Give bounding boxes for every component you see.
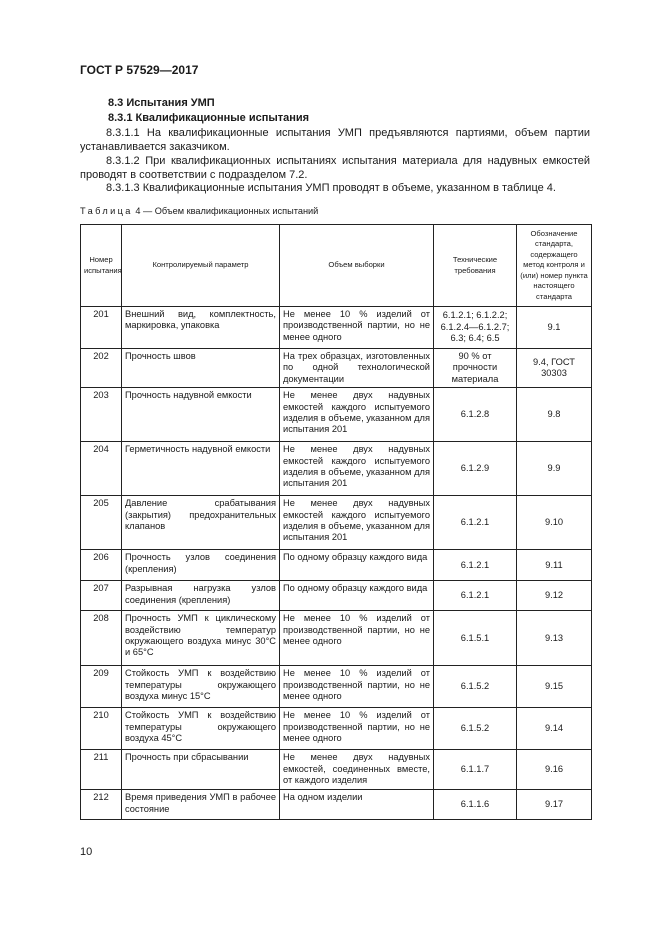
cell-standard: 9.12 [517, 581, 592, 611]
table-caption [80, 206, 318, 216]
cell-parameter: Герметичность надувной емкости [122, 442, 280, 496]
cell-test-number: 211 [81, 750, 122, 790]
paragraph-8-3-1-1: 8.3.1.1 На квалификационные испытания УМП предъявляются партиями, объем партии устанавливается заказчиком. [80, 127, 590, 153]
page-number: 10 [80, 846, 93, 858]
cell-test-number: 201 [81, 307, 122, 349]
document-code: ГОСТ Р 57529—2017 [80, 63, 199, 77]
header-standard: Обозначение стандарта, содержащего метод контроля и (или) номер пункта настоящего стандарта [517, 225, 592, 307]
header-parameter: Контролируемый параметр [122, 225, 280, 307]
cell-sample: Не менее 10 % изделий от производственной партии, но не менее одного [280, 666, 434, 708]
cell-requirements: 6.1.2.1 [434, 550, 517, 581]
cell-requirements: 6.1.5.2 [434, 708, 517, 750]
cell-standard: 9.16 [517, 750, 592, 790]
cell-sample: Не менее двух надувных емкостей каждого испытуемого изделия в объеме, указанном для испытания 201 [280, 496, 434, 550]
table-row [81, 708, 592, 750]
cell-requirements: 6.1.2.1 [434, 581, 517, 611]
cell-sample: Не менее 10 % изделий от производственной партии, но не менее одного [280, 708, 434, 750]
cell-parameter: Стойкость УМП к воздействию температуры окружающего воздуха 45°С [122, 708, 280, 750]
cell-sample: На трех образцах, изготовленных по одной технологической документации [280, 349, 434, 388]
cell-standard: 9.10 [517, 496, 592, 550]
cell-parameter: Прочность узлов соединения (крепления) [122, 550, 280, 581]
header-requirements: Технические требования [434, 225, 517, 307]
subsection-heading: 8.3.1 Квалификационные испытания [108, 112, 310, 124]
cell-sample: По одному образцу каждого вида [280, 581, 434, 611]
cell-sample: Не менее 10 % изделий от производственной партии, но не менее одного [280, 611, 434, 666]
table-row [81, 611, 592, 666]
table-row [81, 790, 592, 820]
table-row [81, 550, 592, 581]
cell-sample: Не менее двух надувных емкостей каждого испытуемого изделия в объеме, указанном для испытания 201 [280, 442, 434, 496]
section-heading: 8.3 Испытания УМП [108, 97, 215, 109]
cell-parameter: Давление срабатывания (закрытия) предохранительных клапанов [122, 496, 280, 550]
header-sample: Объем выборки [280, 225, 434, 307]
cell-standard: 9.1 [517, 307, 592, 349]
cell-requirements: 6.1.2.1; 6.1.2.2; 6.1.2.4—6.1.2.7; 6.3; 6.4; 6.5 [434, 307, 517, 349]
cell-test-number: 209 [81, 666, 122, 708]
cell-test-number: 210 [81, 708, 122, 750]
cell-requirements: 6.1.5.2 [434, 666, 517, 708]
cell-sample: На одном изделии [280, 790, 434, 820]
table-row [81, 496, 592, 550]
cell-parameter: Прочность при сбрасывании [122, 750, 280, 790]
cell-standard: 9.14 [517, 708, 592, 750]
table-row [81, 388, 592, 442]
cell-requirements: 90 % от прочности материала [434, 349, 517, 388]
cell-standard: 9.13 [517, 611, 592, 666]
cell-test-number: 206 [81, 550, 122, 581]
cell-standard: 9.11 [517, 550, 592, 581]
table-row [81, 349, 592, 388]
cell-test-number: 202 [81, 349, 122, 388]
cell-requirements: 6.1.2.9 [434, 442, 517, 496]
cell-standard: 9.8 [517, 388, 592, 442]
cell-test-number: 205 [81, 496, 122, 550]
cell-requirements: 6.1.5.1 [434, 611, 517, 666]
cell-standard: 9.9 [517, 442, 592, 496]
table-row [81, 307, 592, 349]
cell-requirements: 6.1.2.8 [434, 388, 517, 442]
cell-standard: 9.4, ГОСТ 30303 [517, 349, 592, 388]
cell-test-number: 203 [81, 388, 122, 442]
table-row [81, 750, 592, 790]
cell-requirements: 6.1.1.6 [434, 790, 517, 820]
cell-parameter: Прочность надувной емкости [122, 388, 280, 442]
cell-sample: Не менее 10 % изделий от производственной партии, но не менее одного [280, 307, 434, 349]
cell-requirements: 6.1.2.1 [434, 496, 517, 550]
cell-requirements: 6.1.1.7 [434, 750, 517, 790]
cell-parameter: Прочность швов [122, 349, 280, 388]
header-number: Номер испытания [81, 225, 122, 307]
cell-parameter: Внешний вид, комплектность, маркировка, упаковка [122, 307, 280, 349]
cell-parameter: Стойкость УМП к воздействию температуры окружающего воздуха минус 15°С [122, 666, 280, 708]
cell-parameter: Время приведения УМП в рабочее состояние [122, 790, 280, 820]
cell-test-number: 204 [81, 442, 122, 496]
tests-table [80, 224, 592, 820]
cell-sample: По одному образцу каждого вида [280, 550, 434, 581]
table-header-row [81, 225, 592, 307]
cell-test-number: 212 [81, 790, 122, 820]
cell-test-number: 208 [81, 611, 122, 666]
table-row [81, 442, 592, 496]
table-caption-title: 4 — Объем квалификационных испытаний [132, 206, 319, 216]
cell-standard: 9.15 [517, 666, 592, 708]
cell-parameter: Разрывная нагрузка узлов соединения (крепления) [122, 581, 280, 611]
table-row [81, 666, 592, 708]
cell-standard: 9.17 [517, 790, 592, 820]
cell-sample: Не менее двух надувных емкостей, соединенных вместе, от каждого изделия [280, 750, 434, 790]
table-row [81, 581, 592, 611]
cell-parameter: Прочность УМП к циклическому воздействию температур окружающего воздуха минус 30°С и 65°С [122, 611, 280, 666]
cell-test-number: 207 [81, 581, 122, 611]
cell-sample: Не менее двух надувных емкостей каждого испытуемого изделия в объеме, указанном для испытания 201 [280, 388, 434, 442]
paragraph-8-3-1-3: 8.3.1.3 Квалификационные испытания УМП проводят в объеме, указанном в таблице 4. [106, 182, 556, 194]
table-caption-prefix: Таблица [80, 206, 133, 216]
paragraph-8-3-1-2: 8.3.1.2 При квалификационных испытаниях испытания материала для надувных емкостей проводят в соответствии с подразделом 7.2. [80, 155, 590, 181]
